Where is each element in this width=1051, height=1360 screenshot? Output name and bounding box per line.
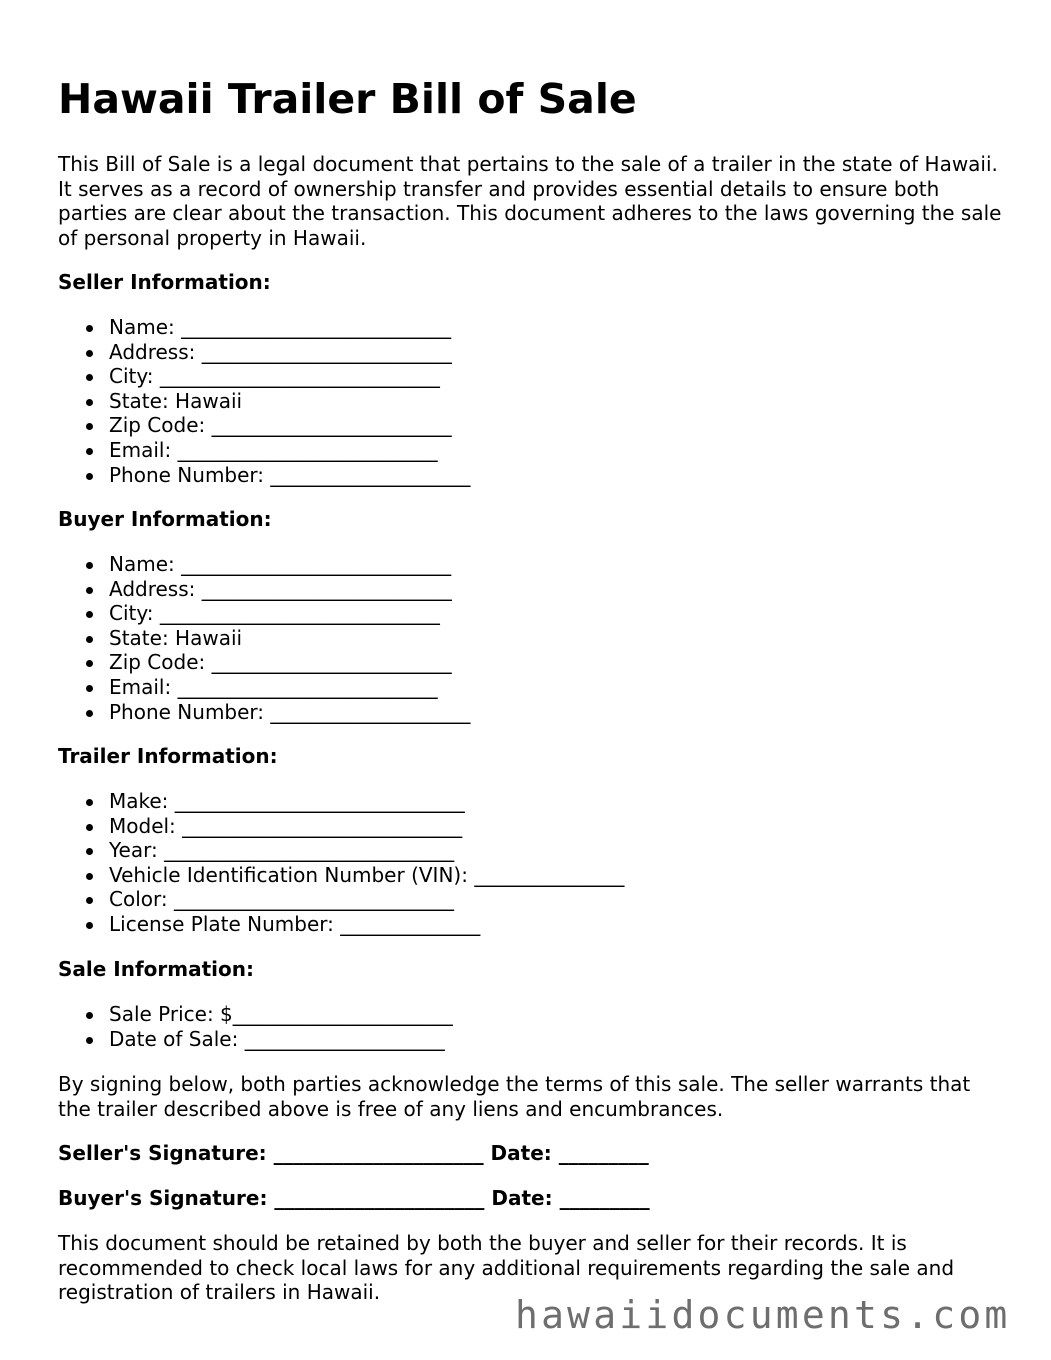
buyer-signature-line: Buyer's Signature: _____________________ Date: _________ [58,1186,650,1210]
seller-field-list [58,315,470,487]
trailer-make-field: Make: _____________________________ [58,789,624,814]
buyer-phone-field: Phone Number: ____________________ [58,700,470,725]
sale-date-field: Date of Sale: ____________________ [58,1027,453,1052]
buyer-city-field: City: ____________________________ [58,601,470,626]
sale-field-list [58,1002,453,1051]
closing-paragraph: This document should be retained by both the buyer and seller for their records. It is recommended to check local laws for any additional requirements regarding the sale and registration of trailers in Hawaii. [58,1231,955,1305]
intro-paragraph: This Bill of Sale is a legal document that pertains to the sale of a trailer in the state of Hawaii. It serves as a record of ownership transfer and provides essential details to ensure both parties are clear about the transaction. This document adheres to the laws governing the sale of personal property in Hawaii. [58,152,1002,250]
seller-phone-field: Phone Number: ____________________ [58,463,470,488]
buyer-section-heading: Buyer Information: [58,507,272,531]
sale-section-heading: Sale Information: [58,957,254,981]
buyer-state-field: State: Hawaii [58,626,470,651]
buyer-name-field: Name: ___________________________ [58,552,470,577]
seller-email-field: Email: __________________________ [58,438,470,463]
trailer-plate-field: License Plate Number: ______________ [58,912,624,937]
buyer-field-list [58,552,470,724]
trailer-vin-field: Vehicle Identification Number (VIN): _______________ [58,863,624,888]
seller-address-field: Address: _________________________ [58,340,470,365]
buyer-address-field: Address: _________________________ [58,577,470,602]
trailer-section-heading: Trailer Information: [58,744,278,768]
trailer-field-list [58,789,624,937]
seller-section-heading: Seller Information: [58,270,271,294]
trailer-color-field: Color: ____________________________ [58,887,624,912]
buyer-email-field: Email: __________________________ [58,675,470,700]
seller-city-field: City: ____________________________ [58,364,470,389]
seller-name-field: Name: ___________________________ [58,315,470,340]
buyer-zip-field: Zip Code: ________________________ [58,650,470,675]
sale-price-field: Sale Price: $______________________ [58,1002,453,1027]
trailer-year-field: Year: _____________________________ [58,838,624,863]
seller-signature-line: Seller's Signature: _____________________ Date: _________ [58,1141,649,1165]
document-title: Hawaii Trailer Bill of Sale [58,75,637,123]
seller-zip-field: Zip Code: ________________________ [58,413,470,438]
acknowledgement-paragraph: By signing below, both parties acknowledge the terms of this sale. The seller warrants that the trailer described above is free of any liens and encumbrances. [58,1072,971,1121]
trailer-model-field: Model: ____________________________ [58,814,624,839]
watermark: hawaiidocuments.com [515,1293,1011,1337]
seller-state-field: State: Hawaii [58,389,470,414]
